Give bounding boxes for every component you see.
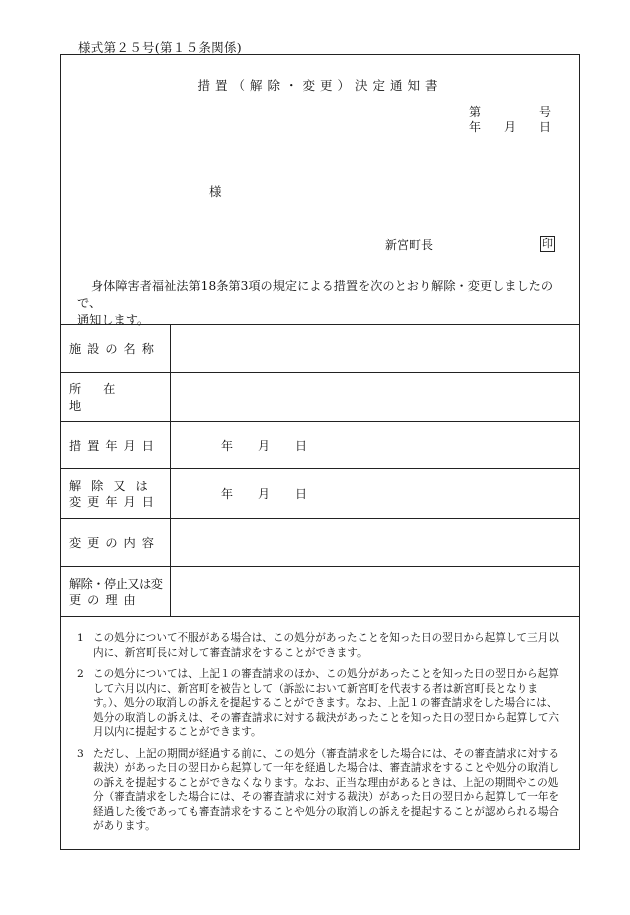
table-row — [61, 422, 579, 469]
notes-section — [77, 631, 561, 841]
table-row — [61, 469, 579, 519]
row-label: 変更の内容 — [61, 519, 171, 566]
number-line: 第 号 — [469, 105, 551, 119]
table-row — [61, 325, 579, 373]
row-label: 解除又は 変更年月日 — [61, 469, 171, 518]
intro-text: 身体障害者福祉法第18条第3項の規定による措置を次のとおり解除・変更しましたので、 通知します。 — [77, 279, 554, 327]
change-date-value[interactable]: 年 月 日 — [221, 487, 308, 501]
change-content-value[interactable] — [171, 519, 579, 566]
table-row — [61, 519, 579, 567]
document-title: 措置（解除・変更）決定通知書 — [197, 78, 443, 93]
measure-date-value[interactable]: 年 月 日 — [221, 438, 308, 453]
seal-box: 印 — [542, 237, 553, 250]
table-row — [61, 373, 579, 422]
location-value[interactable] — [171, 373, 579, 421]
facility-name-value[interactable] — [171, 325, 579, 372]
note-item: 3 ただし、上記の期間が経過する前に、この処分（審査請求をした場合には、その審査請求に対する裁決）があった日の翌日から起算して一年を経過した場合は、審査請求をすることや処分の取消しの訴えを提起することができなくなります。なお、正当な理由があるときは、上記の期間やこの処分（審査請求をした場合には、その審査請求に対する裁決）があった日の翌日から起算して一年を経過した後であっても審査請求をすることや処分の取消しの訴えを提起することが認められる場合があります。 — [77, 747, 560, 832]
note-item: 1 この処分について不服がある場合は、この処分があったことを知った日の翌日から起算して三月以内に、新宮町長に対して審査請求をすることができます。 — [77, 632, 559, 659]
issuer-name: 新宮町長 — [385, 238, 434, 252]
addressee-suffix: 様 — [209, 184, 222, 199]
info-table — [61, 324, 579, 617]
row-label: 所在地 — [61, 373, 171, 421]
table-row — [61, 567, 579, 617]
document-number-date — [469, 105, 551, 135]
reason-value[interactable] — [171, 567, 579, 616]
row-label: 措置年月日 — [61, 422, 171, 468]
date-line: 年 月 日 — [469, 120, 551, 134]
row-label: 施設の名称 — [61, 325, 171, 372]
note-item: 2 この処分については、上記１の審査請求のほか、この処分があったことを知った日の翌日から起算して六月以内に、新宮町を被告として（訴訟において新宮町を代表する者は新宮町長となります。）、処分の取消しの訴えを提起することができます。なお、上記１の審査請求をした場合には、処分の取消しの訴えは、その審査請求に対する裁決があったことを知った日の翌日から起算して六月以内に提起することができます。 — [77, 668, 560, 738]
document-frame — [60, 54, 580, 850]
form-id: 様式第２５号(第１５条関係) — [78, 40, 242, 55]
row-label: 解除・停止又は変 更の理由 — [61, 567, 171, 616]
